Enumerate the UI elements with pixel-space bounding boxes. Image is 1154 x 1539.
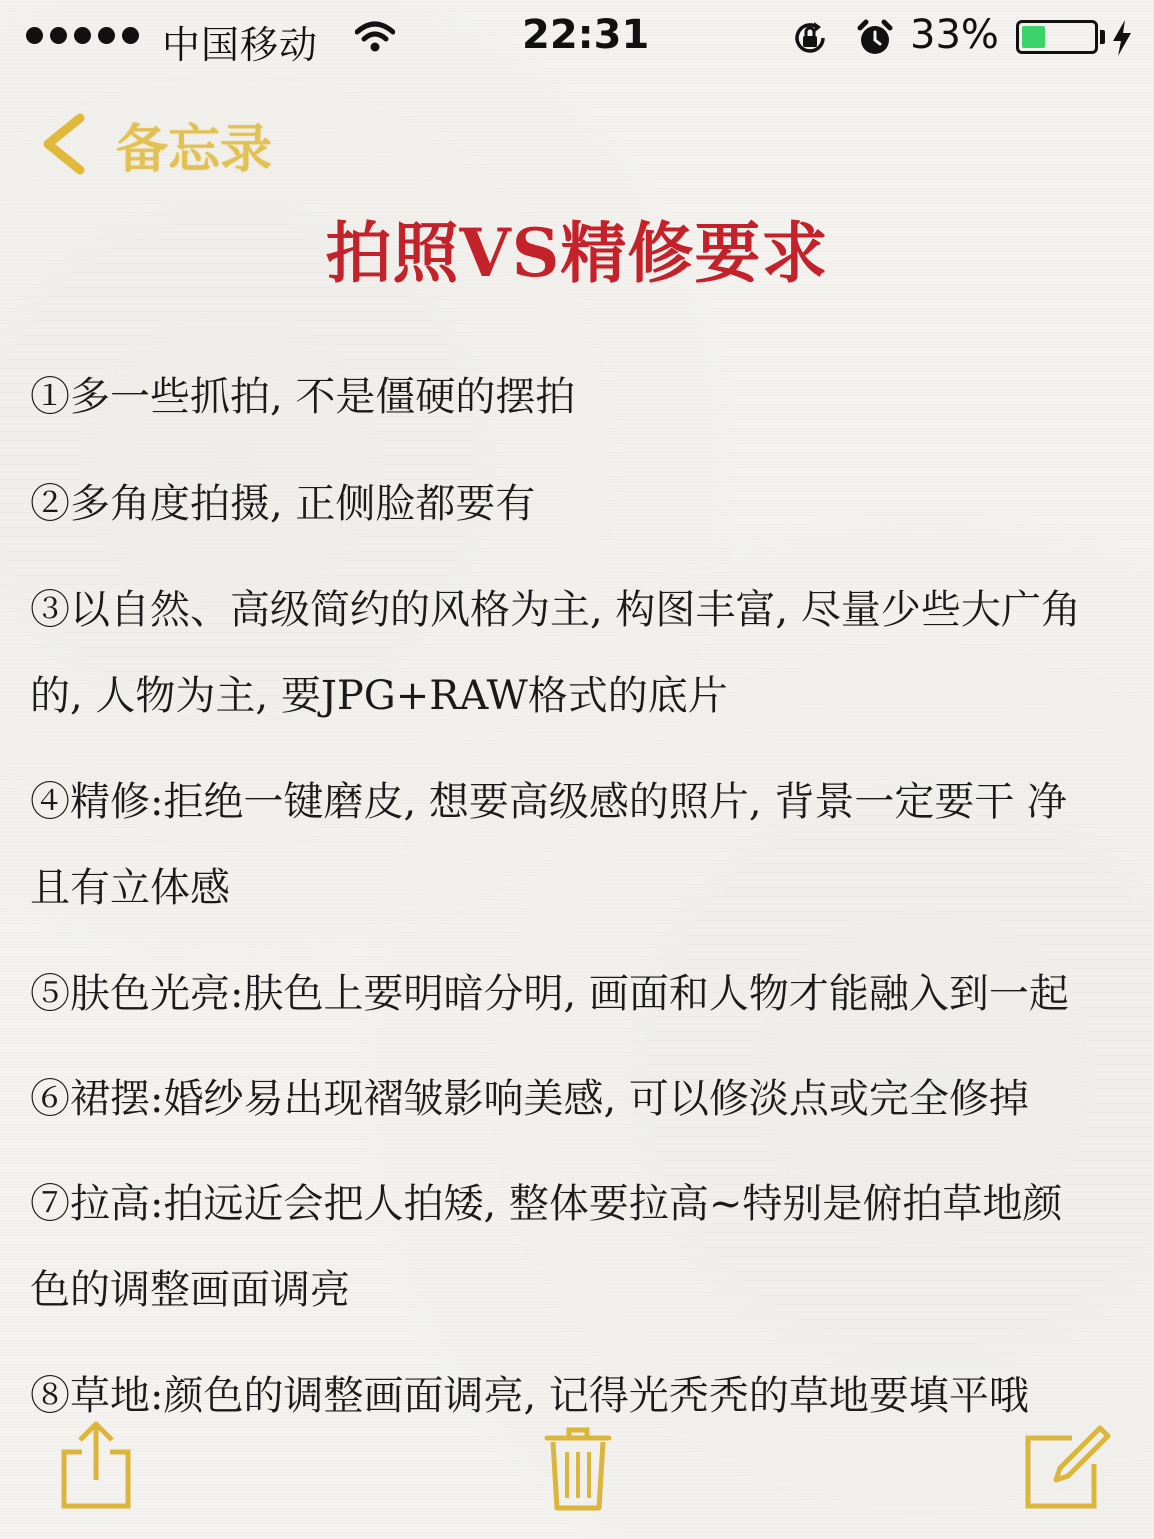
rotation-lock-icon xyxy=(790,18,830,58)
battery-level xyxy=(1022,26,1045,48)
battery-terminal xyxy=(1100,30,1105,44)
note-line: ⑧草地:颜色的调整画面调亮, 记得光秃秃的草地要填平哦 xyxy=(30,1373,1029,1419)
note-line: ⑦拉高:拍远近会把人拍矮, 整体要拉高~特别是俯拍草地颜 xyxy=(30,1181,1063,1227)
note-title: 拍照VS精修要求 xyxy=(325,214,829,292)
note-line: 的, 人物为主, 要JPG+RAW格式的底片 xyxy=(30,673,728,719)
note-line: 色的调整画面调亮 xyxy=(30,1267,350,1313)
note-line: ⑤肤色光亮:肤色上要明暗分明, 画面和人物才能融入到一起 xyxy=(30,971,1069,1017)
charging-bolt-icon xyxy=(1110,18,1134,58)
signal-dots-icon xyxy=(26,27,139,44)
clock-time: 22:31 xyxy=(522,12,650,58)
back-to-notes-button[interactable] xyxy=(38,108,272,180)
back-label: 备忘录 xyxy=(116,119,273,180)
battery-icon xyxy=(1016,20,1098,54)
share-icon[interactable] xyxy=(58,1418,134,1512)
trash-icon[interactable] xyxy=(543,1424,613,1512)
note-line: ②多角度拍摄, 正侧脸都要有 xyxy=(30,481,536,527)
wifi-icon xyxy=(355,20,395,54)
alarm-icon xyxy=(855,18,895,58)
chevron-left-icon xyxy=(38,112,88,176)
note-line: ④精修:拒绝一键磨皮, 想要高级感的照片, 背景一定要干 净 xyxy=(30,779,1068,825)
carrier-name: 中国移动 xyxy=(162,23,319,67)
note-line: ⑥裙摆:婚纱易出现褶皱影响美感, 可以修淡点或完全修掉 xyxy=(30,1076,1029,1122)
note-line: ①多一些抓拍, 不是僵硬的摆拍 xyxy=(30,374,576,420)
battery-percentage: 33% xyxy=(910,12,999,58)
note-line: ③以自然、高级简约的风格为主, 构图丰富, 尽量少些大广角 xyxy=(30,587,1081,633)
compose-icon[interactable] xyxy=(1022,1424,1112,1510)
status-bar xyxy=(0,0,1154,78)
note-line: 且有立体感 xyxy=(30,865,230,911)
